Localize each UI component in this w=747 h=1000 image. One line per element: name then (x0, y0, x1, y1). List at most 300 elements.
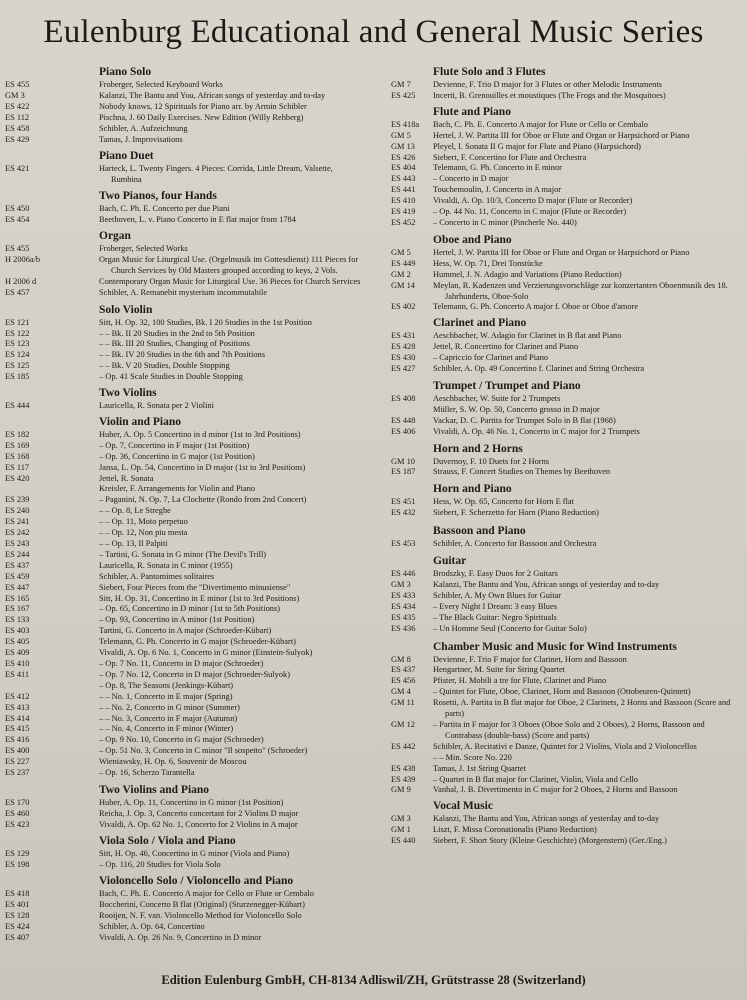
catalog-number (391, 753, 433, 764)
publisher-footer: Edition Eulenburg GmbH, CH-8134 Adliswil/ZH, Grütstrasse 28 (Switzerland) (161, 973, 586, 987)
catalog-number: ES 404 (391, 163, 416, 173)
section-heading (5, 302, 362, 318)
catalog-number: ES 437 (5, 560, 30, 570)
catalog-entry (5, 615, 362, 626)
catalog-number: GM 9 (391, 785, 411, 795)
catalog-entry (391, 836, 743, 847)
entry-description: – Quintet for Flute, Oboe, Clarinet, Horn and Bassoon (Ottobeuren-Quintett) (433, 687, 691, 697)
catalog-number: ES 414 (5, 713, 30, 723)
catalog-number: ES 437 (391, 665, 416, 675)
catalog-entry (391, 331, 743, 342)
catalog-number: ES 422 (5, 101, 30, 111)
catalog-entry (5, 91, 362, 102)
catalog-entry (391, 364, 743, 375)
heading-indent (5, 302, 99, 318)
entry-description: – Op. 7, Concertino in F major (1st Position) (99, 440, 250, 450)
entry-description: Rooijen, N. F. van. Violoncello Method for Violoncello Solo (99, 911, 302, 921)
catalog-entry (5, 561, 362, 572)
entry-description: Kalanzi, The Bantu and You, African songs of yesterday and to-day (433, 814, 660, 824)
catalog-entry (5, 495, 362, 506)
catalog-number: GM 13 (391, 141, 415, 151)
right-column (391, 64, 743, 847)
catalog-section (5, 414, 362, 779)
catalog-number: ES 431 (391, 331, 416, 341)
catalog-entry (391, 457, 743, 468)
catalog-number (5, 484, 99, 495)
entry-description: – – Op. 8, Le Streghe (99, 506, 171, 516)
catalog-entry (5, 670, 362, 681)
catalog-entry (391, 394, 743, 405)
section-heading (5, 228, 362, 244)
catalog-number: H 2006a/b (5, 254, 41, 264)
entry-description: Kreisler, F. Arrangements for Violin and Piano (99, 484, 256, 494)
entry-description: Jettel, R. Concertino for Clarinet and Piano (433, 342, 579, 352)
entry-description: Incerti, B. Grenouilles et moustiques (The Frogs and the Mosquitoes) (433, 90, 666, 100)
catalog-number: ES 182 (5, 429, 30, 439)
catalog-entry (391, 569, 743, 580)
section-heading (5, 782, 362, 798)
section-heading-text: Vocal Music (433, 800, 493, 813)
catalog-number: ES 244 (5, 549, 30, 559)
section-heading-text: Flute and Piano (433, 105, 511, 118)
catalog-entry (391, 248, 743, 259)
catalog-entry (391, 624, 743, 635)
entry-description: – – Op. 12, Non piu mesta (99, 528, 188, 538)
heading-indent (391, 441, 433, 457)
section-heading (391, 232, 743, 248)
catalog-entry (5, 215, 362, 226)
section-heading (391, 639, 743, 655)
catalog-entry (5, 922, 362, 933)
catalog-entry (5, 659, 362, 670)
section-heading (391, 523, 743, 539)
section-heading-text: Two Pianos, four Hands (99, 190, 217, 203)
catalog-section (391, 553, 743, 634)
entry-description: Bach, C. Ph. E. Concerto A major for Cello or Flute or Cembalo (99, 889, 314, 899)
section-heading (5, 873, 362, 889)
entry-description: – – Min. Score No. 220 (433, 752, 512, 762)
entry-description: Vivaldi, A. Op. 62 No. 1, Concerto for 2 Violins in A major (99, 819, 298, 829)
entry-description: Wieniawsky, H. Op. 6, Souvenir de Moscou (99, 757, 247, 767)
catalog-entry (5, 637, 362, 648)
catalog-number: ES 198 (5, 859, 30, 869)
catalog-number: ES 412 (5, 691, 30, 701)
catalog-entry (5, 583, 362, 594)
section-heading (5, 148, 362, 164)
entry-description: Kalanzi, The Bantu and You, African songs of yesterday and to-day (433, 580, 660, 589)
entry-description: Liszt, F. Missa Coronationalis (Piano Reduction) (433, 825, 597, 835)
catalog-number: ES 185 (5, 372, 30, 382)
catalog-number: ES 440 (391, 836, 416, 846)
catalog-entry (391, 427, 743, 438)
catalog-entry (391, 539, 743, 550)
catalog-entry (5, 798, 362, 809)
catalog-entry (391, 259, 743, 270)
section-heading-text: Bassoon and Piano (433, 525, 526, 538)
catalog-entry (5, 441, 362, 452)
catalog-entry (391, 698, 743, 720)
heading-indent (391, 315, 433, 331)
catalog-entry (391, 580, 743, 591)
entry-description: – – Bk. IV 20 Studies in the 6th and 7th Positions (99, 350, 265, 360)
catalog-number: ES 423 (5, 819, 30, 829)
catalog-number: ES 405 (5, 637, 30, 647)
catalog-number: H 2006 d (5, 276, 37, 286)
catalog-number: ES 403 (5, 626, 30, 636)
section-heading-text: Flute Solo and 3 Flutes (433, 66, 546, 78)
catalog-entry (5, 484, 362, 495)
catalog-entry (5, 933, 362, 944)
heading-indent (5, 873, 99, 889)
catalog-number: ES 123 (5, 339, 30, 349)
entry-description: Bach, C. Ph. E. Concerto per due Piani (99, 204, 230, 214)
catalog-number: ES 434 (391, 601, 416, 611)
catalog-section (391, 315, 743, 375)
left-column (5, 64, 362, 944)
catalog-number: ES 446 (391, 569, 416, 579)
catalog-number: ES 239 (5, 495, 30, 505)
section-heading (5, 833, 362, 849)
catalog-number: ES 407 (5, 933, 30, 943)
catalog-number: ES 427 (391, 364, 416, 374)
section-heading (391, 315, 743, 331)
catalog-section (5, 782, 362, 831)
entry-description: Aeschbacher, W. Adagio for Clarinet in B flat and Piano (433, 331, 622, 341)
catalog-number: ES 413 (5, 702, 30, 712)
entry-description: Schibler, A. Remanebit mysterium incommutabile (99, 287, 268, 297)
catalog-entry (5, 517, 362, 528)
entry-description: – Op. 51 No. 3, Concerto in C minor "Il sospetto" (Schroeder) (99, 746, 308, 756)
catalog-entry (5, 372, 362, 383)
catalog-entry (5, 164, 362, 186)
catalog-number: ES 240 (5, 506, 30, 516)
section-heading-text: Viola Solo / Viola and Piano (99, 834, 236, 847)
catalog-section (5, 188, 362, 226)
catalog-entry (391, 185, 743, 196)
entry-description: Devienne, F. Trio F major for Clarinet, Horn and Bassoon (433, 654, 627, 664)
catalog-number: ES 443 (391, 174, 416, 184)
catalog-number: GM 2 (391, 269, 411, 279)
entry-description: Huber, A. Op. 5 Concertino in d minor (1st to 3rd Positions) (99, 429, 301, 439)
heading-indent (391, 639, 433, 655)
catalog-number: ES 442 (391, 741, 416, 751)
catalog-entry (391, 174, 743, 185)
catalog-entry (5, 339, 362, 350)
entry-description: Brodszky, F. Easy Duos for 2 Guitars (433, 569, 558, 579)
catalog-entry (5, 735, 362, 746)
entry-description: Huber, A. Op. 11, Concertino in G minor (1st Position) (99, 797, 284, 807)
catalog-entry (5, 113, 362, 124)
catalog-number: GM 3 (391, 580, 411, 589)
catalog-number: ES 124 (5, 350, 30, 360)
section-heading-text: Two Violins and Piano (99, 783, 210, 796)
catalog-entry (5, 889, 362, 900)
catalog-number: ES 452 (391, 217, 416, 227)
catalog-entry (391, 80, 743, 91)
entry-description: – Op. 116, 20 Studies for Viola Solo (99, 859, 221, 869)
section-heading (391, 378, 743, 394)
catalog-entry (5, 288, 362, 299)
entry-description: – Partita in F major for 3 Oboes (Oboe Solo and 2 Oboes), 2 Horns, Bassoon and Contrabass (double-bass) (Score and parts) (433, 719, 705, 740)
section-heading (391, 553, 743, 569)
catalog-number: ES 410 (5, 658, 30, 668)
catalog-number: ES 117 (5, 462, 30, 472)
section-heading-text: Oboe and Piano (433, 233, 512, 246)
heading-indent (5, 188, 99, 204)
entry-description: – Concerto in D major (433, 174, 509, 184)
entry-description: – – Op. 13, Il Palpiti (99, 539, 168, 548)
catalog-number: ES 429 (5, 134, 30, 144)
entry-description: Telemann, G. Ph. Concerto A major f. Oboe or Oboe d'amore (433, 302, 639, 312)
section-heading (5, 385, 362, 401)
section-heading-text: Chamber Music and Music for Wind Instruments (433, 640, 677, 653)
entry-description: – – No. 1, Concerto in E major (Spring) (99, 691, 233, 701)
entry-description: – Op. 41 Scale Studies in Double Stopping (99, 372, 243, 382)
entry-description: – Un Homme Seul (Concerto for Guitar Solo) (433, 623, 587, 633)
catalog-section (391, 639, 743, 797)
heading-indent (391, 104, 433, 120)
catalog-entry (5, 572, 362, 583)
catalog-entry (5, 474, 362, 485)
catalog-number: ES 448 (391, 415, 416, 425)
catalog-number: GM 4 (391, 687, 411, 697)
catalog-number: ES 420 (5, 473, 30, 483)
entry-description: – The Black Guitar: Negro Spirituals (433, 612, 557, 622)
catalog-section (391, 104, 743, 229)
catalog-number: GM 3 (5, 90, 25, 100)
section-heading-text: Clarinet and Piano (433, 317, 527, 330)
catalog-entry (5, 255, 362, 277)
catalog-entry (5, 401, 362, 412)
entry-description: – – Op. 11, Moto perpetuo (99, 517, 188, 527)
entry-description: – Quartet in B flat major for Clarinet, Violin, Viola and Cello (433, 774, 638, 784)
section-heading-text: Violoncello Solo / Violoncello and Piano (99, 875, 294, 888)
catalog-number: ES 125 (5, 361, 30, 371)
catalog-number: ES 441 (391, 185, 416, 195)
section-heading-text: Violin and Piano (99, 415, 182, 428)
entry-description: Schibler, A. Concerto for Bassoon and Orchestra (433, 539, 597, 549)
catalog-number: GM 5 (391, 247, 411, 257)
catalog-number: ES 432 (391, 508, 416, 518)
catalog-entry (391, 742, 743, 753)
entry-description: Siebert, Four Pieces from the "Divertimento minusiense" (99, 582, 291, 592)
entry-description: Hengartner, M. Suite for String Quartet (433, 665, 566, 675)
entry-description: Tartini, G. Concerto in A major (Schroeder-Kübart) (99, 626, 272, 636)
entry-description: Meylan, R. Kadenzen und Verzierungsvorschläge zur konzertanten Oboenmusik des 18. Jahrhunderts, Oboe-Solo (433, 280, 728, 301)
entry-description: Devienne, F. Trio D major for 3 Flutes or other Melodic Instruments (433, 80, 662, 89)
catalog-entry (391, 120, 743, 131)
catalog-entry (391, 775, 743, 786)
catalog-number: ES 433 (391, 590, 416, 600)
catalog-entry (391, 302, 743, 313)
entry-description: – Op. 7 No. 11, Concerto in D major (Schroeder) (99, 658, 264, 668)
entry-description: Telemann, G. Ph. Concerto in G major (Schroeder-Kübart) (99, 637, 296, 647)
catalog-entry (5, 681, 362, 692)
section-heading (5, 414, 362, 430)
entry-description: – – No. 3, Concerto in F major (Autumn) (99, 713, 238, 723)
entry-description: Siebert, F. Scherzetto for Horn (Piano Reduction) (433, 508, 599, 518)
catalog-number: ES 243 (5, 539, 30, 548)
catalog-number: ES 430 (391, 353, 416, 363)
catalog-number: ES 122 (5, 328, 30, 338)
entry-description: – Concerto in C minor (Pincherle No. 440) (433, 217, 577, 227)
entry-description: Schibler, A. Op. 49 Concertino f. Clarinet and String Orchestra (433, 364, 645, 374)
catalog-number (5, 681, 99, 692)
section-heading (391, 64, 743, 80)
catalog-entry (5, 80, 362, 91)
catalog-section (391, 232, 743, 313)
catalog-number: ES 435 (391, 612, 416, 622)
entry-description: – Op. 93, Concertino in A minor (1st Position) (99, 615, 255, 625)
entry-description: Hess, W. Op. 71, Drei Tonstücke (433, 258, 543, 268)
entry-description: – Op. 16, Scherzo Tarantella (99, 768, 195, 778)
catalog-number: ES 425 (391, 90, 416, 100)
catalog-entry (5, 911, 362, 922)
catalog-entry (5, 860, 362, 871)
entry-description: Hertel, J. W. Partita III for Oboe or Flute and Organ or Harpsichord or Piano (433, 130, 690, 140)
catalog-entry (5, 135, 362, 146)
entry-description: Schibler, A. Op. 64, Concertino (99, 922, 205, 932)
catalog-section (5, 228, 362, 299)
entry-description: Sitt, H. Op. 46, Concertino in G minor (Viola and Piano) (99, 848, 290, 858)
heading-indent (391, 232, 433, 248)
entry-description: – Op. 65, Concertino in D minor (1st to 5th Positions) (99, 604, 280, 614)
catalog-number: ES 439 (391, 774, 416, 784)
catalog-section (391, 378, 743, 438)
catalog-number: ES 167 (5, 604, 30, 614)
catalog-entry (5, 648, 362, 659)
catalog-number: ES 444 (5, 401, 30, 411)
catalog-entry (391, 497, 743, 508)
catalog-entry (5, 550, 362, 561)
catalog-entry (391, 676, 743, 687)
entry-description: Schibler, A. Recitativi e Danze, Quintet for 2 Violins, Viola and 2 Violoncellos (433, 741, 697, 751)
catalog-number: ES 426 (391, 152, 416, 162)
entry-description: Schibler, A. My Own Blues for Guitar (433, 590, 562, 600)
catalog-number: ES 129 (5, 848, 30, 858)
catalog-entry (5, 746, 362, 757)
section-heading (391, 481, 743, 497)
entry-description: – – Bk. III 20 Studies, Changing of Positions (99, 339, 250, 349)
entry-description: Organ Music for Liturgical Use. (Orgelmusik im Gottesdienst) 111 Pieces for Church Services by Old Masters grouped according to keys, 2 Vols. (99, 254, 359, 275)
catalog-number: ES 128 (5, 911, 30, 921)
catalog-section (5, 64, 362, 145)
heading-indent (5, 385, 99, 401)
catalog-number: ES 419 (391, 207, 416, 217)
catalog-entry (5, 124, 362, 135)
catalog-number: ES 169 (5, 440, 30, 450)
catalog-entry (5, 768, 362, 779)
catalog-number: ES 449 (391, 258, 416, 268)
heading-indent (391, 553, 433, 569)
catalog-entry (391, 753, 743, 764)
catalog-number: ES 436 (391, 623, 416, 633)
catalog-number: ES 438 (391, 763, 416, 773)
catalog-entry (5, 757, 362, 768)
section-heading (5, 188, 362, 204)
catalog-entry (5, 626, 362, 637)
section-heading-text: Piano Duet (99, 150, 154, 163)
catalog-entry (391, 153, 743, 164)
catalog-entry (5, 361, 362, 372)
entry-description: – Every Night I Dream: 3 easy Blues (433, 601, 557, 611)
entry-description: Kalanzi, The Bantu and You, African songs of yesterday and to-day (99, 90, 326, 100)
catalog-section (5, 302, 362, 383)
entry-description: – Op. 8, The Seasons (Jenkings-Kübart) (99, 680, 234, 690)
entry-description: – – No. 2, Concerto in G minor (Summer) (99, 702, 240, 712)
entry-description: Jettel, R. Sonata (99, 473, 154, 483)
catalog-entry (5, 204, 362, 215)
catalog-entry (391, 196, 743, 207)
entry-description: Vanhal, J. B. Divertimento in C major for 2 Oboes, 2 Horns and Bassoon (433, 785, 678, 795)
catalog-number: GM 14 (391, 280, 415, 290)
catalog-number: ES 421 (5, 164, 30, 174)
entry-description: Lauricella, R. Sonata per 2 Violini (99, 401, 214, 411)
catalog-entry (5, 703, 362, 714)
entry-description: – – Bk. V 20 Studies, Double Stopping (99, 361, 230, 371)
entry-description: Reicha, J. Op. 3, Concerto concertant for 2 Violins D major (99, 808, 299, 818)
entry-description: Froberger, Selected Keyboard Works (99, 80, 223, 89)
catalog-entry (5, 724, 362, 735)
section-heading-text: Piano Solo (99, 66, 152, 78)
catalog-section (5, 385, 362, 412)
entry-description: Tamas, J. 1st String Quartet (433, 763, 526, 773)
entry-description: – – Bk. II 20 Studies in the 2nd to 5th Position (99, 328, 255, 338)
entry-description: Pleyel, I. Sonata II G major for Flute and Piano (Harpsichord) (433, 141, 641, 151)
entry-description: Nobody knows, 12 Spirituals for Piano arr. by Armin Schibler (99, 101, 307, 111)
catalog-entry (5, 102, 362, 113)
catalog-number: ES 227 (5, 757, 30, 767)
catalog-number: GM 7 (391, 80, 411, 89)
catalog-section (391, 523, 743, 550)
catalog-section (391, 481, 743, 519)
entry-description: Aeschbacher, W. Suite for 2 Trumpets (433, 393, 561, 403)
entry-description: Harteck, L. Twenty Fingers. 4 Pieces: Corrida, Little Dream, Valsette, Rumbina (99, 164, 333, 185)
heading-indent (5, 414, 99, 430)
catalog-entry (391, 591, 743, 602)
catalog-number: ES 409 (5, 648, 30, 658)
catalog-number: ES 447 (5, 582, 30, 592)
catalog-entry (391, 814, 743, 825)
heading-indent (391, 798, 433, 814)
catalog-number: GM 8 (391, 654, 411, 664)
section-heading-text: Trumpet / Trumpet and Piano (433, 379, 581, 392)
catalog-number: ES 458 (5, 123, 30, 133)
heading-indent (5, 148, 99, 164)
catalog-number: ES 241 (5, 517, 30, 527)
catalog-entry (5, 430, 362, 441)
entry-description: – Op. 7 No. 12, Concerto in D major (Schroeder-Sulyok) (99, 669, 291, 679)
catalog-number: ES 242 (5, 528, 30, 538)
entry-description: Hess, W. Op. 65, Concerto for Horn E flat (433, 497, 574, 507)
catalog-entry (5, 350, 362, 361)
entry-description: Siebert, F. Concertino for Flute and Orchestra (433, 152, 587, 162)
catalog-entry (391, 655, 743, 666)
catalog-number: ES 460 (5, 808, 30, 818)
catalog-entry (391, 270, 743, 281)
catalog-number: ES 112 (5, 112, 30, 122)
entry-description: Lauricella, R. Sonata in C minor (1955) (99, 560, 233, 570)
catalog-entry (391, 131, 743, 142)
entry-description: Schibler, A. Aufzeichnung (99, 123, 188, 133)
catalog-number: ES 408 (391, 393, 416, 403)
catalog-entry (391, 91, 743, 102)
entry-description: Beethoven, L. v. Piano Concerto in E flat major from 1784 (99, 215, 296, 225)
entry-description: – Tartini, G. Sonata in G minor (The Devil's Trill) (99, 549, 267, 559)
section-heading-text: Solo Violin (99, 303, 153, 316)
catalog-entry (5, 539, 362, 550)
heading-indent (5, 228, 99, 244)
